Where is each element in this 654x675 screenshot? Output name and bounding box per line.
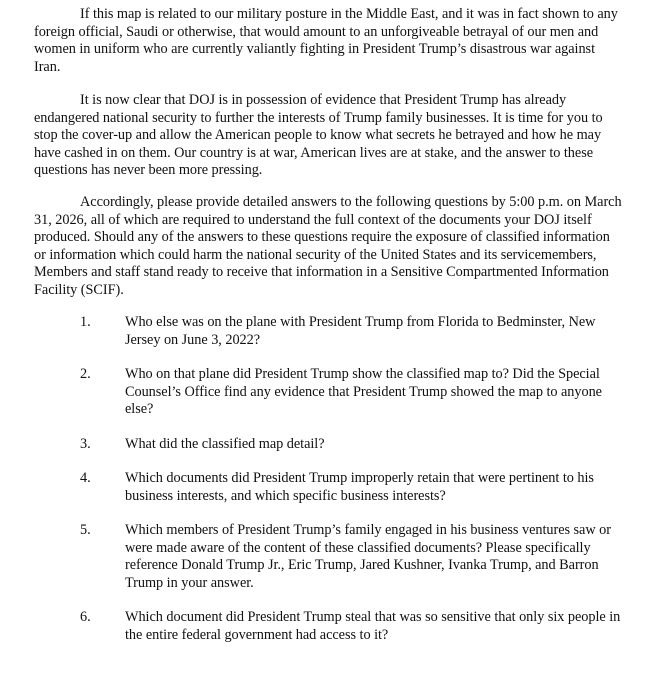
question-number: 5. bbox=[80, 522, 91, 538]
question-text: What did the classified map detail? bbox=[125, 436, 325, 452]
question-number: 3. bbox=[80, 436, 91, 452]
question-text: Which members of President Trump’s family engaged in his business ventures saw or were made aware of the content of these classified documents? Please specifically reference Donald Trump Jr., Eric Trump, Jared Kushner, Ivanka Trump, and Barron Trump in your answer. bbox=[125, 522, 611, 591]
paragraph-doj-evidence: It is now clear that DOJ is in possession of evidence that President Trump has already endangered national security to further the interests of Trump family businesses. It is time for you to stop the cover-up and allow the American people to know what secrets he betrayed and how he may have cashed in on them. Our country is at war, American lives are at stake, and the answer to these questions has never been more pressing. bbox=[34, 92, 603, 179]
question-text: Who on that plane did President Trump show the classified map to? Did the Special Counsel’s Office find any evidence that President Trump showed the map to anyone else? bbox=[125, 366, 602, 418]
question-text: Which documents did President Trump improperly retain that were pertinent to his business interests, and which specific business interests? bbox=[125, 470, 594, 504]
question-number: 6. bbox=[80, 609, 91, 625]
paragraph-military-posture: If this map is related to our military posture in the Middle East, and it was in fact shown to any foreign official, Saudi or otherwise, that would amount to an unforgiveable betrayal of our men and women in uniform who are currently valiantly fighting in President Trump’s disastrous war against Iran. bbox=[34, 6, 618, 75]
question-number: 2. bbox=[80, 366, 91, 382]
question-number: 1. bbox=[80, 314, 91, 330]
question-number: 4. bbox=[80, 470, 91, 486]
question-text: Which document did President Trump steal that was so sensitive that only six people in the entire federal government had access to it? bbox=[125, 609, 621, 643]
paragraph-request-answers: Accordingly, please provide detailed answers to the following questions by 5:00 p.m. on March 31, 2026, all of which are required to understand the full context of the documents your DOJ itself produced. Should any of the answers to these questions require the exposure of classified information or information which could harm the national security of the United States and its servicemembers, Members and staff stand ready to receive that information in a Sensitive Compartmented Information Facility (SCIF). bbox=[34, 194, 622, 298]
question-text: Who else was on the plane with President Trump from Florida to Bedminster, New Jersey on June 3, 2022? bbox=[125, 314, 596, 348]
